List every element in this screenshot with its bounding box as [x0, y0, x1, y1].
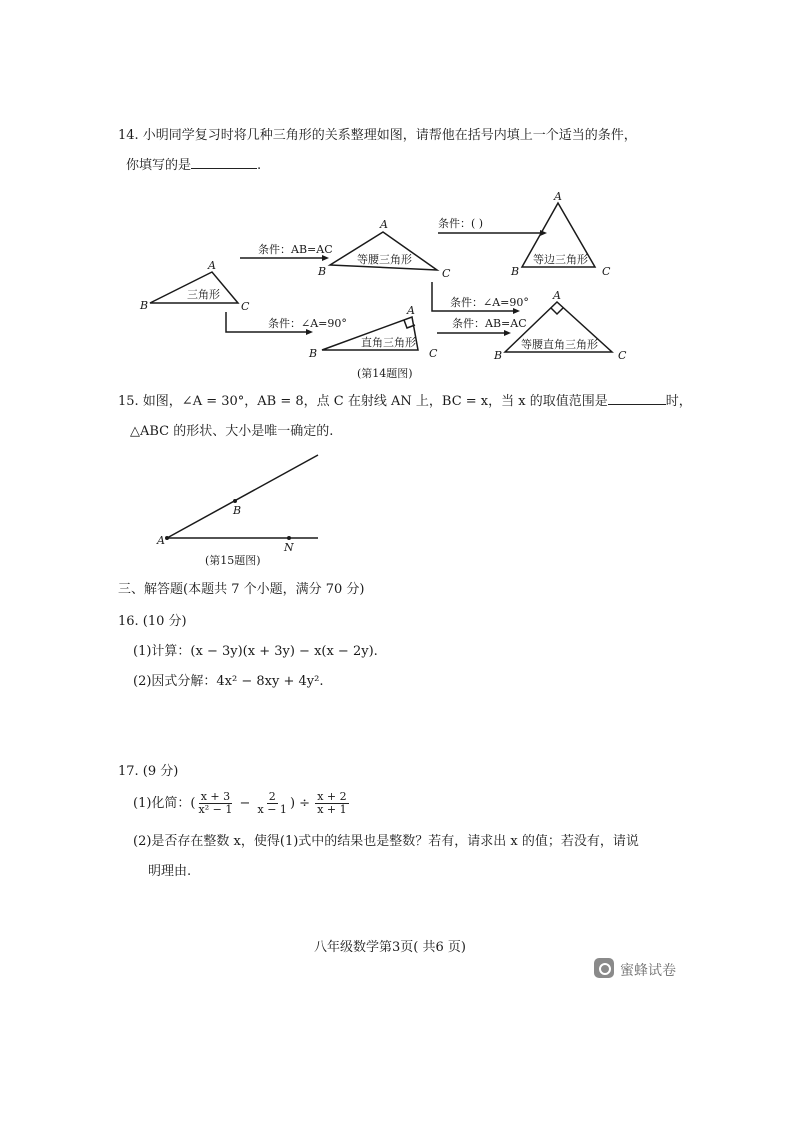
point-a [165, 536, 169, 540]
q14-line2-text: 你填写的是 [126, 158, 192, 173]
q14-figure [0, 0, 794, 400]
watermark-text: 蜜蜂试卷 [620, 963, 676, 979]
vertex-a: A [380, 218, 388, 231]
vertex-c: C [241, 300, 250, 313]
fraction-3 [315, 791, 348, 816]
vertex-c: C [442, 267, 451, 280]
fraction-2 [256, 791, 289, 816]
label-equilateral: 等边三角形 [533, 253, 588, 266]
vertex-a: A [208, 259, 216, 272]
q15-line1-end: 时， [665, 394, 692, 409]
q15-line1 [118, 394, 692, 410]
q16-part2: (2)因式分解：4x² − 8xy + 4y². [133, 674, 324, 689]
q17-p1-prefix: (1)化简：( [133, 796, 196, 811]
vertex-a: A [553, 289, 561, 302]
label-n: N [284, 541, 294, 554]
fraction-3-den: x + 1 [317, 803, 347, 816]
q17-part1 [133, 791, 350, 817]
minus-sign: − [239, 796, 251, 811]
cond-a90-2: 条件：∠A=90° [450, 296, 529, 309]
q15-caption: (第15题图) [205, 554, 261, 567]
vertex-c: C [429, 347, 438, 360]
cond-a90-1: 条件：∠A=90° [268, 317, 347, 330]
vertex-b: B [494, 349, 503, 362]
q17-heading: 17. (9 分) [118, 764, 179, 779]
label-b: B [233, 504, 242, 517]
q14-line1: 14. 小明同学复习时将几种三角形的关系整理如图，请帮他在括号内填上一个适当的条件， [118, 128, 637, 143]
fraction-1 [197, 791, 235, 816]
ray-ab [167, 455, 318, 538]
label-right: 直角三角形 [361, 336, 416, 349]
vertex-b: B [140, 299, 149, 312]
q16-part1: (1)计算：(x − 3y)(x + 3y) − x(x − 2y). [133, 644, 378, 659]
label-a: A [157, 534, 165, 547]
vertex-b: B [511, 265, 520, 278]
cond-blank: 条件：( ) [438, 217, 484, 230]
page-footer: 八年级数学第3页( 共6 页) [314, 940, 466, 955]
right-angle-mark-2 [551, 308, 563, 314]
label-iso-right: 等腰直角三角形 [521, 338, 598, 351]
point-n [287, 536, 291, 540]
vertex-a: A [407, 304, 415, 317]
q15-line1-text: 15. 如图，∠A = 30°，AB = 8，点 C 在射线 AN 上，BC = x，当 x 的取值范围是 [118, 394, 608, 409]
q17-part2-line2: 明理由. [148, 864, 192, 879]
vertex-b: B [309, 347, 318, 360]
q14-line2-end: . [257, 158, 262, 173]
q15-figure [0, 440, 400, 575]
fraction-1-den: x² − 1 [198, 803, 233, 816]
q15-line2: △ABC 的形状、大小是唯一确定的. [130, 424, 334, 439]
label-triangle: 三角形 [187, 288, 220, 301]
label-isosceles: 等腰三角形 [357, 253, 412, 266]
fraction-2-num: 2 [268, 790, 276, 803]
vertex-c: C [618, 349, 627, 362]
q15-answer-blank [608, 394, 666, 405]
section-3-heading: 三、解答题(本题共 7 个小题，满分 70 分) [118, 582, 365, 597]
vertex-c: C [602, 265, 611, 278]
vertex-a: A [554, 190, 562, 203]
q17-part2-line1: (2)是否存在整数 x，使得(1)式中的结果也是整数？若有，请求出 x 的值；若没有，请说 [133, 834, 639, 849]
q14-caption: (第14题图) [357, 367, 413, 380]
close-divide: ) ÷ [289, 796, 311, 811]
q16-heading: 16. (10 分) [118, 614, 187, 629]
watermark-logo-icon [594, 958, 614, 978]
cond-ab-ac-2: 条件：AB=AC [452, 317, 527, 330]
point-b [233, 499, 237, 503]
vertex-b: B [318, 265, 327, 278]
fraction-1-num: x + 3 [200, 790, 231, 803]
cond-ab-ac-1: 条件：AB=AC [258, 243, 333, 256]
fraction-2-den: x − 1 [257, 803, 287, 816]
fraction-3-num: x + 2 [317, 790, 347, 803]
